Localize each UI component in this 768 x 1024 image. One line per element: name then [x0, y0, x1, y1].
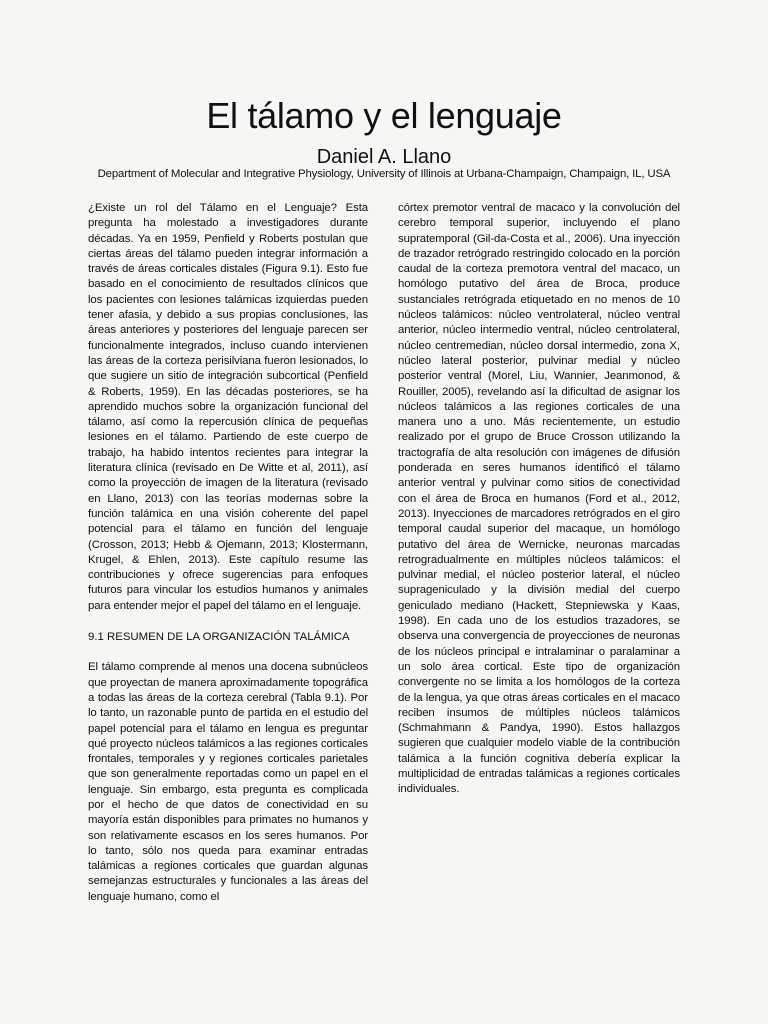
- section-heading: 9.1 RESUMEN DE LA ORGANIZACIÓN TALÁMICA: [88, 631, 350, 644]
- author-affiliation: Department of Molecular and Integrative Physiology, University of Illinois at Urbana-Champaign, Champaign, IL, USA: [97, 168, 671, 180]
- paper-title: El tálamo y el lenguaje: [206, 95, 562, 136]
- left-column: [88, 201, 368, 905]
- intro-paragraph: ¿Existe un rol del Tálamo en el Lenguaje? Esta pregunta ha molestado a investigadores durante décadas. Ya en 1959, Penfield y Roberts postulan que ciertas áreas del tálamo pueden integrar información a través de áreas corticales distales (Figura 9.1). Esto fue basado en el conocimiento de resultados clínicos que los pacientes con lesiones talámicas izquierdas pueden tener afasia, y debido a sus propias conclusiones, las áreas anteriores y posteriores del lenguaje parecen ser funcionalmente integrados, incluso cuando intervienen las áreas de la corteza perisilviana fueron lesionados, lo que sugiere un sitio de integración subcortical (Penfield & Roberts, 1959). En las décadas posteriores, se ha aprendido muchos sobre la organización funcional del tálamo, así como la repercusión clínica de pequeñas lesiones en el tálamo. Partiendo de este cuerpo de trabajo, ha habido intentos recientes para integrar la literatura clínica (revisado en De Witte et al, 2011), así como la proyección de imagen de la literatura (revisado en Llano, 2013) con las teorías modernas sobre la función talámica en una visión coherente del papel potencial para el tálamo en función del lenguaje (Crosson, 2013; Hebb & Ojemann, 2013; Klostermann, Krugel, & Ehlen, 2013). Este capítulo resume las contribuciones y ofrece sugerencias para enfoques futuros para vincular los estudios humanos y animales para entender mejor el papel del tálamo en el lenguaje.: [88, 202, 368, 612]
- right-column: [398, 201, 680, 798]
- section-paragraph: El tálamo comprende al menos una docena subnúcleos que proyectan de manera aproximadamente topográfica a todas las áreas de la corteza cerebral (Tabla 9.1). Por lo tanto, un razonable punto de partida en el estudio del papel potencial para el tálamo en lengua es preguntar qué proyecto núcleos talámicos a las regiones corticales frontales, temporales y y regiones corticales parietales que son generalmente reportadas como un papel en el lenguaje. Sin embargo, esta pregunta es complicada por el hecho de que datos de conectividad en su mayoría están disponibles para primates no humanos y son relativamente escasos en los seres humanos. Por lo tanto, sólo nos queda para examinar entradas talámicas a regiones corticales que guardan algunas semejanzas estructurales y funcionales a las áreas del lenguaje humano, como el: [88, 661, 368, 903]
- right-column-paragraph: córtex premotor ventral de macaco y la convolución del cerebro temporal superior, incluyendo el plano supratemporal (Gil-da-Costa et al., 2006). Una inyección de trazador retrógrado restringido colocado en la porción caudal de la corteza premotora ventral del macaco, un homólogo putativo del área de Broca, produce sustanciales retrógrada etiquetado en no menos de 10 núcleos talámicos: núcleo ventrolateral, núcleo ventral anterior, núcleo intermedio ventral, núcleo centrolateral, núcleo centremedian, núcleo dorsal intermedio, zona X, núcleo lateral posterior, pulvinar medial y núcleo posterior ventral (Morel, Liu, Wannier, Jeanmonod, & Rouiller, 2005), revelando así la dificultad de asignar los núcleos talámicos a las regiones corticales de una manera uno a uno. Más recientemente, un estudio realizado por el grupo de Bruce Crosson utilizando la tractografía de alta resolución con imágenes de difusión ponderada en seres humanos identificó el tálamo anterior ventral y pulvinar como sitios de conectividad con el área de Broca en humanos (Ford et al., 2012, 2013). Inyecciones de marcadores retrógrados en el giro temporal caudal superior del macaque, un homólogo putativo del área de Wernicke, neuronas marcadas retrogradualmente en múltiples núcleos talámicos: el pulvinar medial, el núcleo posterior lateral, el núcleo suprageniculado y la división medial del cuerpo geniculado mediano (Hackett, Stepniewska y Kaas, 1998). En cada uno de los estudios trazadores, se observa una convergencia de proyecciones de neuronas de los núcleos principal e intralaminar o paralaminar a un solo área cortical. Este tipo de organización convergente no se limita a los homólogos de la corteza de la lengua, ya que otras áreas corticales en el macaco reciben insumos de múltiples núcleos talámicos (Schmahmann & Pandya, 1990). Estos hallazgos sugieren que cualquier modelo viable de la contribución talámica a la función cognitiva debería explicar la multiplicidad de entradas talámicas a regiones corticales individuales.: [398, 202, 680, 796]
- author-name: Daniel A. Llano: [316, 146, 452, 168]
